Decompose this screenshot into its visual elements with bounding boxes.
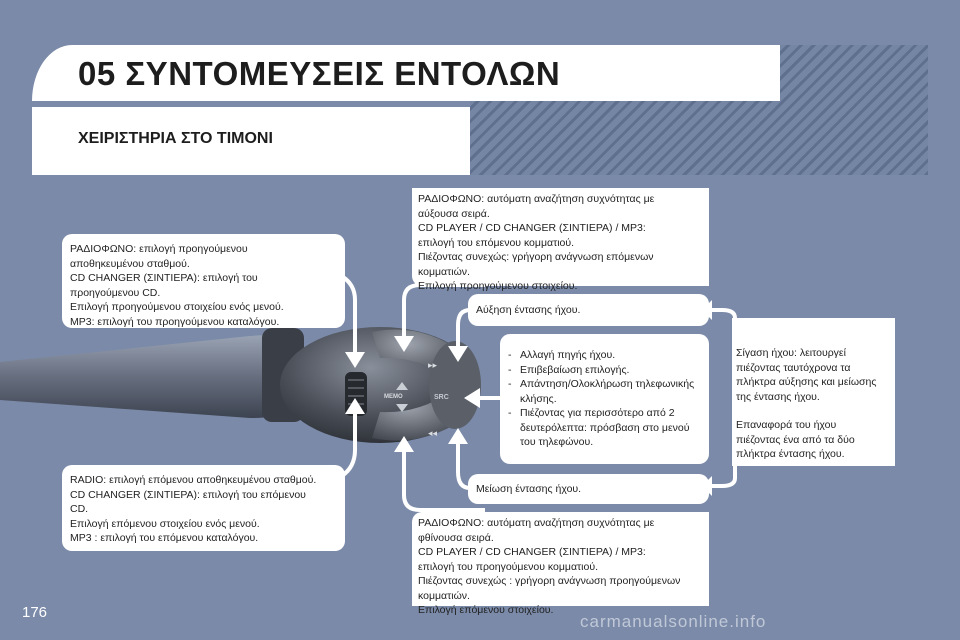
callout-line: πιέζοντας ένα από τα δύο	[736, 433, 855, 446]
callout-line: RADIO: επιλογή επόμενου αποθηκευμένου σταθμού.	[70, 474, 317, 486]
prev-track-icon: ◂◂	[428, 428, 438, 438]
callout-line: Μείωση έντασης ήχου.	[476, 483, 582, 495]
callout-line: Επιλογή επόμενου στοιχείου ενός μενού.	[70, 517, 260, 530]
callout-line: Επιλογή επόμενου στοιχείου.	[418, 604, 554, 616]
callout-line: Επιλογή προηγούμενου στοιχείου.	[418, 280, 578, 292]
callout-line: ΡΑΔΙΟΦΩΝΟ: αυτόματη αναζήτηση συχνότητας με	[418, 517, 655, 529]
stalk-shaft	[0, 335, 300, 418]
watermark: carmanualsonline.info	[580, 612, 767, 631]
callout-line: Πιέζοντας συνεχώς : γρήγορη ανάγνωση προηγούμενων	[418, 575, 681, 587]
callout-list-item: - Αλλαγή πηγής ήχου.	[506, 348, 703, 363]
spacer	[736, 404, 891, 418]
callout-line: CD PLAYER / CD CHANGER (ΣΙΝΤΙΕΡΑ) / MP3:	[418, 546, 646, 558]
callout-list-item: - Επιβεβαίωση επιλογής.	[506, 363, 703, 378]
callout-line: προηγούμενου CD.	[70, 286, 161, 299]
callout-line: MP3 : επιλογή του επόμενου καταλόγου.	[70, 532, 259, 544]
callout-list-item: - Πιέζοντας για περισσότερο από 2 δευτερόλεπτα: πρόσβαση στο μενού του τηλεφώνου.	[506, 406, 703, 450]
callout-line: επιλογή του προηγούμενου κομματιού.	[418, 560, 599, 573]
callout-line: Επιλογή προηγούμενου στοιχείου ενός μενού.	[70, 301, 284, 313]
callout-line: Πιέζοντας συνεχώς: γρήγορη ανάγνωση επόμενων	[418, 251, 654, 263]
callout-seek-up	[412, 188, 709, 292]
callout-seek-down	[412, 512, 709, 616]
callout-line: κομματιών.	[418, 265, 470, 278]
src-label: SRC	[434, 394, 449, 401]
callout-source	[500, 334, 709, 464]
callout-volume-up	[468, 294, 709, 326]
callout-line: CD.	[70, 503, 89, 515]
callout-line: επιλογή του επόμενου κομματιού.	[418, 236, 575, 249]
callout-line: φθίνουσα σειρά.	[418, 531, 494, 544]
callout-line: ΡΑΔΙΟΦΩΝΟ: επιλογή προηγούμενου	[70, 243, 248, 255]
section-title: ΧΕΙΡΙΣΤΗΡΙΑ ΣΤΟ ΤΙΜΟΝΙ	[78, 130, 273, 147]
callout-line: αύξουσα σειρά.	[418, 207, 490, 220]
callout-line: CD PLAYER / CD CHANGER (ΣΙΝΤΙΕΡΑ) / MP3:	[418, 222, 646, 234]
callout-list-item: - Απάντηση/Ολοκλήρωση τηλεφωνικής κλήσης.	[506, 377, 703, 406]
callout-line: CD CHANGER (ΣΙΝΤΙΕΡΑ): επιλογή του επόμενου	[70, 488, 306, 501]
callout-line: CD CHANGER (ΣΙΝΤΙΕΡΑ): επιλογή του	[70, 272, 258, 284]
callout-line: Σίγαση ήχου: λειτουργεί	[736, 347, 846, 359]
callout-line: της έντασης ήχου.	[736, 390, 820, 403]
callout-line: MP3: επιλογή του προηγούμενου καταλόγου.	[70, 315, 280, 328]
callout-line: Επαναφορά του ήχου	[736, 419, 837, 431]
callout-line: Αύξηση έντασης ήχου.	[476, 304, 581, 316]
page-number: 176	[22, 604, 48, 621]
memo-label: MEMO	[384, 394, 403, 400]
callout-line: ΡΑΔΙΟΦΩΝΟ: αυτόματη αναζήτηση συχνότητας με	[418, 193, 655, 205]
callout-line: αποθηκευμένου σταθμού.	[70, 257, 190, 270]
page-title: 05 ΣΥΝΤΟΜΕΥΣΕΙΣ ΕΝΤΟΛΩΝ	[78, 55, 561, 92]
callout-next-preset	[62, 465, 345, 551]
callout-line: πλήκτρα έντασης ήχου.	[736, 448, 845, 460]
callout-prev-preset	[62, 234, 345, 328]
next-track-icon: ▸▸	[428, 360, 438, 370]
callout-volume-down	[468, 474, 709, 504]
callout-line: πιέζοντας ταυτόχρονα τα	[736, 361, 851, 374]
callout-line: πλήκτρα αύξησης και μείωσης	[736, 376, 877, 388]
callout-line: κομματιών.	[418, 589, 470, 602]
callout-mute	[732, 318, 895, 466]
